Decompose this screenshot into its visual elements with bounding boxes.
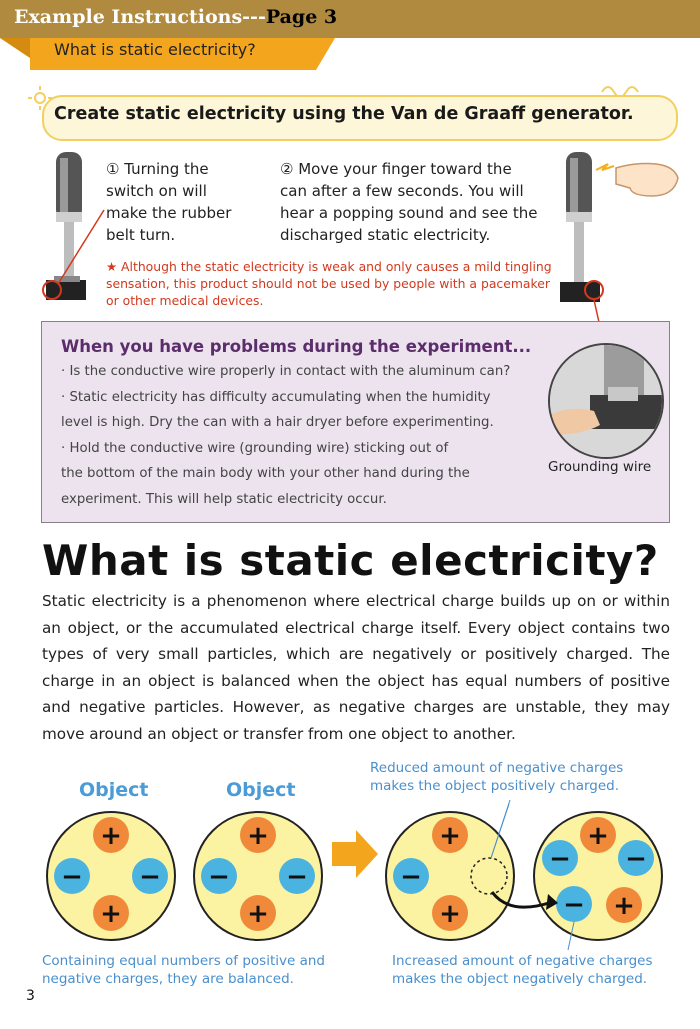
positive-charge: +	[100, 899, 122, 929]
step-2-line: ② Move your finger toward the	[280, 160, 512, 178]
grounding-wire-photo	[548, 343, 664, 459]
generator-with-finger-illustration	[556, 142, 686, 312]
header-page: Page 3	[265, 6, 338, 28]
negative-charge: −	[208, 862, 230, 892]
generator-illustration	[40, 150, 110, 310]
banner-title: Create static electricity using the Van de Graaff generator.	[54, 104, 634, 124]
section-tab-label: What is static electricity?	[54, 40, 256, 59]
negative-charge: −	[139, 862, 161, 892]
note-line: Containing equal numbers of positive and	[42, 953, 325, 969]
step-1-line: belt turn.	[106, 226, 176, 244]
positive-charge: +	[587, 821, 609, 851]
header-title	[14, 6, 337, 28]
body-paragraph: Static electricity is a phenomenon where electrical charge builds up on or within an object, or the accumulated electrical charge itself. Every object contains two types of very small particles, which are negatively or positively charged. The charge in an object is balanced when the object has equal numbers of positive and negative particles. However, as negative charges are unstable, they may move around an object or transfer from one object to another.	[42, 592, 670, 743]
object-circle-negative	[534, 812, 662, 940]
troubleshooting-line: · Hold the conductive wire (grounding wire) sticking out of	[61, 441, 449, 456]
step-1-line: make the rubber	[106, 204, 232, 222]
warning-text: ★ Although the static electricity is weak and only causes a mild tingling sensation, this product should not be used by people with a pacemaker or other medical devices.	[106, 259, 552, 308]
troubleshooting-line: level is high. Dry the can with a hair dryer before experimenting.	[61, 415, 494, 430]
positive-charge: +	[439, 899, 461, 929]
note-line: negative charges, they are balanced.	[42, 971, 294, 987]
page-number: 3	[26, 988, 35, 1004]
note-line: makes the object negatively charged.	[392, 971, 648, 987]
object-circle-positive	[386, 812, 514, 940]
step-2-line: hear a popping sound and see the	[280, 204, 538, 222]
note-positive-charged	[370, 759, 623, 795]
troubleshooting-title: When you have problems during the experiment...	[61, 337, 532, 356]
troubleshooting-line: · Static electricity has difficulty accumulating when the humidity	[61, 390, 491, 405]
negative-charge: −	[286, 862, 308, 892]
step-1	[106, 158, 276, 246]
note-negative-charged	[392, 952, 652, 988]
note-line: makes the object positively charged.	[370, 778, 620, 794]
step-2-line: can after a few seconds. You will	[280, 182, 524, 200]
negative-charge: −	[61, 862, 83, 892]
positive-charge: +	[247, 821, 269, 851]
object-label-1: Object	[79, 779, 149, 801]
negative-charge: −	[625, 844, 647, 874]
troubleshooting-line: experiment. This will help static electricity occur.	[61, 492, 387, 507]
troubleshooting-line: · Is the conductive wire properly in contact with the aluminum can?	[61, 364, 511, 379]
negative-charge: −	[563, 890, 585, 920]
note-line: Reduced amount of negative charges	[370, 760, 624, 776]
negative-charge: −	[549, 844, 571, 874]
step-2-line: discharged static electricity.	[280, 226, 491, 244]
object-label-2: Object	[226, 779, 296, 801]
step-1-line: ① Turning the	[106, 160, 209, 178]
grounding-wire-label: Grounding wire	[548, 459, 652, 475]
positive-charge: +	[100, 821, 122, 851]
main-title: What is static electricity?	[42, 536, 659, 585]
positive-charge: +	[439, 821, 461, 851]
step-1-line: switch on will	[106, 182, 207, 200]
troubleshooting-line: the bottom of the main body with your other hand during the	[61, 466, 470, 481]
object-circle-balanced	[47, 812, 175, 940]
negative-charge: −	[400, 862, 422, 892]
arrow-right-icon	[332, 830, 378, 878]
charge-diagram	[36, 800, 676, 950]
positive-charge: +	[613, 891, 635, 921]
note-balanced	[42, 952, 325, 988]
positive-charge: +	[247, 899, 269, 929]
header-title-text: Example Instructions---	[14, 6, 266, 28]
object-circle-balanced	[194, 812, 322, 940]
step-2	[280, 158, 570, 246]
note-line: Increased amount of negative charges	[392, 953, 653, 969]
